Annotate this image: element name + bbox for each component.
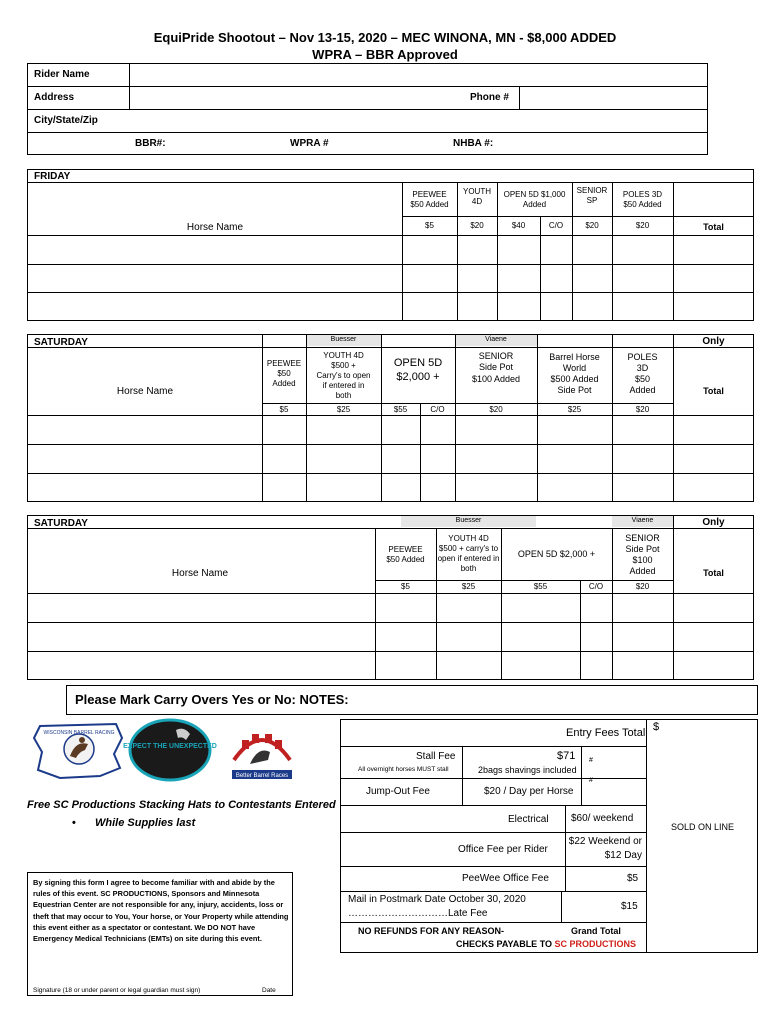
electrical-price: $60/ weekend bbox=[571, 813, 634, 824]
friday-senior-header: SENIOR SP bbox=[576, 185, 608, 205]
friday-youth-fee: $20 bbox=[470, 221, 484, 230]
peewee-office-label: PeeWee Office Fee bbox=[462, 873, 549, 884]
stall-fee-label: Stall Fee bbox=[416, 751, 456, 762]
phone-label: Phone # bbox=[470, 92, 509, 103]
rider-name-field[interactable] bbox=[130, 64, 707, 85]
friday-horse-row-1[interactable] bbox=[28, 236, 401, 263]
saturday1-open-header: OPEN 5D $2,000 + bbox=[393, 357, 443, 383]
saturday1-poles-fee: $20 bbox=[635, 404, 650, 414]
saturday2-horse-row-1[interactable] bbox=[28, 594, 374, 621]
promo-bullet: • bbox=[72, 817, 76, 829]
saturday1-poles-header: POLES 3D $50 Added bbox=[627, 351, 658, 396]
bbr-label: BBR#: bbox=[135, 138, 166, 149]
stall-price: $71 bbox=[557, 750, 576, 762]
sc-productions-text: SC PRODUCTIONS bbox=[554, 939, 637, 949]
saturday1-horse-row-1[interactable] bbox=[28, 416, 261, 443]
friday-horse-row-3[interactable] bbox=[28, 293, 401, 320]
peewee-office-price: $5 bbox=[627, 873, 639, 884]
office-fee-label: Office Fee per Rider bbox=[458, 844, 548, 855]
stall-count-2[interactable]: # bbox=[589, 777, 593, 784]
saturday2-only: Only bbox=[702, 516, 725, 528]
checks-payable-text: CHECKS PAYABLE TO bbox=[456, 939, 553, 949]
saturday1-total-header: Total bbox=[703, 386, 724, 397]
address-label: Address bbox=[34, 92, 75, 103]
saturday1-peewee-header: PEEWEE $50 Added bbox=[266, 359, 302, 388]
saturday2-senior-fee: $20 bbox=[635, 582, 650, 591]
saturday2-senior-header: SENIOR Side Pot $100 Added bbox=[625, 532, 660, 577]
phone-field[interactable] bbox=[520, 87, 707, 108]
hats-promo: Free SC Productions Stacking Hats to Contestants Entered bbox=[27, 799, 336, 811]
friday-open-header: OPEN 5D $1,000 Added bbox=[503, 189, 566, 209]
saturday1-youth-fee: $25 bbox=[336, 404, 351, 414]
saturday2-youth-header: YOUTH 4D $500 + carry's to open if entered in both bbox=[437, 534, 500, 573]
stall-note: All overnight horses MUST stall bbox=[358, 766, 449, 773]
entry-fees-total-label: Entry Fees Total bbox=[566, 727, 646, 739]
saturday1-barrel-header: Barrel Horse World $500 Added Side Pot bbox=[549, 351, 600, 396]
saturday2-peewee-header: PEEWEE $50 Added bbox=[386, 545, 425, 564]
friday-youth-header: YOUTH 4D bbox=[463, 187, 491, 206]
saturday1-label: SATURDAY bbox=[34, 337, 88, 348]
jump-out-label: Jump-Out Fee bbox=[366, 786, 430, 797]
page-subtitle: WPRA – BBR Approved bbox=[312, 47, 458, 62]
saturday1-senior-fee: $20 bbox=[489, 404, 503, 414]
late-fee-price: $15 bbox=[621, 901, 638, 912]
saturday2-open-co: C/O bbox=[588, 582, 604, 591]
entry-fees-dollar[interactable]: $ bbox=[653, 721, 660, 733]
saturday2-horse-row-2[interactable] bbox=[28, 623, 374, 650]
logo3-text: Better Barrel Races bbox=[235, 773, 289, 779]
waiver-text: By signing this form I agree to become familiar with and abide by the rules of this event. SC PRODUCTIONS, Sponsors and Minnesota Equestrian Center are not responsible for any, injury, accidents, loss or theft that may occur to You, Your horse, or Your Property while attending this event either as a spectator or contestant. We DO NOT have Emergency Medical Technicians (EMTs) on site during this event. bbox=[33, 878, 289, 944]
office-fee-price: $22 Weekend or $12 Day bbox=[568, 836, 642, 861]
supplies-note: While Supplies last bbox=[95, 817, 196, 829]
saturday2-sponsor-buesser: Buesser bbox=[455, 517, 482, 525]
city-label: City/State/Zip bbox=[34, 115, 98, 126]
mail-postmark: Mail in Postmark Date October 30, 2020 bbox=[348, 894, 526, 905]
logo2-text: EXPECT THE UNEXPECTED bbox=[123, 743, 217, 750]
stall-count-1[interactable]: # bbox=[589, 757, 593, 764]
stall-shavings: 2bags shavings included bbox=[478, 765, 577, 775]
friday-label: FRIDAY bbox=[34, 171, 71, 182]
saturday2-total-header: Total bbox=[703, 568, 724, 579]
saturday2-youth-fee: $25 bbox=[461, 582, 476, 591]
page-title: EquiPride Shootout – Nov 13-15, 2020 – MEC WINONA, MN - $8,000 ADDED bbox=[153, 30, 617, 45]
rider-name-label: Rider Name bbox=[34, 69, 90, 80]
saturday2-open-header: OPEN 5D $2,000 + bbox=[517, 549, 596, 560]
grand-total-label: Grand Total bbox=[571, 926, 621, 936]
saturday1-horse-row-3[interactable] bbox=[28, 474, 261, 501]
saturday2-label: SATURDAY bbox=[34, 518, 88, 529]
wisconsin-barrel-racing-logo bbox=[30, 718, 128, 782]
saturday1-senior-header: SENIOR Side Pot $100 Added bbox=[471, 351, 521, 384]
nhba-label: NHBA #: bbox=[453, 138, 494, 149]
city-field[interactable] bbox=[130, 110, 707, 131]
saturday2-peewee-fee: $5 bbox=[401, 582, 410, 591]
jump-out-price: $20 / Day per Horse bbox=[484, 786, 574, 797]
saturday1-open-co: C/O bbox=[430, 404, 445, 414]
date-label[interactable]: Date bbox=[262, 987, 276, 994]
saturday1-barrel-fee: $25 bbox=[567, 404, 582, 414]
saturday1-horse-name-header: Horse Name bbox=[116, 385, 174, 397]
saturday2-horse-name-header: Horse Name bbox=[171, 567, 229, 579]
friday-total-header: Total bbox=[703, 222, 724, 233]
no-refunds: NO REFUNDS FOR ANY REASON- bbox=[358, 926, 505, 936]
late-fee-label: …………………………Late Fee bbox=[348, 908, 488, 919]
saturday2-horse-row-3[interactable] bbox=[28, 652, 374, 679]
saturday1-horse-row-2[interactable] bbox=[28, 445, 261, 472]
friday-poles-header: POLES 3D $50 Added bbox=[622, 189, 663, 209]
saturday1-youth-header: YOUTH 4D $500 + Carry's to open if entered in both bbox=[316, 350, 371, 400]
electrical-label: Electrical bbox=[508, 814, 549, 825]
friday-peewee-header: PEEWEE $50 Added bbox=[410, 189, 449, 209]
sold-on-line: SOLD ON LINE bbox=[671, 822, 735, 832]
logo1-text: WISCONSIN BARREL RACING bbox=[43, 730, 115, 736]
saturday1-open-fee: $55 bbox=[393, 404, 408, 414]
friday-open-fee: $40 bbox=[511, 221, 526, 230]
expect-unexpected-logo bbox=[123, 718, 217, 782]
carry-overs-label: Please Mark Carry Overs Yes or No: NOTES: bbox=[75, 692, 349, 707]
friday-horse-name-header: Horse Name bbox=[186, 221, 244, 233]
wpra-label: WPRA # bbox=[290, 138, 329, 149]
friday-senior-fee: $20 bbox=[585, 221, 599, 230]
saturday2-sponsor-viaene: Viaene bbox=[631, 517, 654, 525]
saturday1-only: Only bbox=[702, 335, 725, 347]
checks-payable bbox=[456, 939, 636, 949]
saturday1-sponsor-buesser: Buesser bbox=[330, 336, 357, 344]
friday-poles-fee: $20 bbox=[635, 221, 650, 230]
saturday1-sponsor-viaene: Viaene bbox=[485, 336, 507, 344]
friday-horse-row-2[interactable] bbox=[28, 265, 401, 291]
friday-peewee-fee: $5 bbox=[425, 221, 434, 230]
saturday2-open-fee: $55 bbox=[533, 582, 548, 591]
signature-label[interactable]: Signature (18 or under parent or legal guardian must sign) bbox=[33, 987, 201, 994]
friday-open-co: C/O bbox=[548, 221, 564, 230]
saturday1-peewee-fee: $5 bbox=[279, 404, 289, 414]
address-field[interactable] bbox=[130, 87, 518, 108]
better-barrel-races-logo bbox=[228, 720, 296, 782]
